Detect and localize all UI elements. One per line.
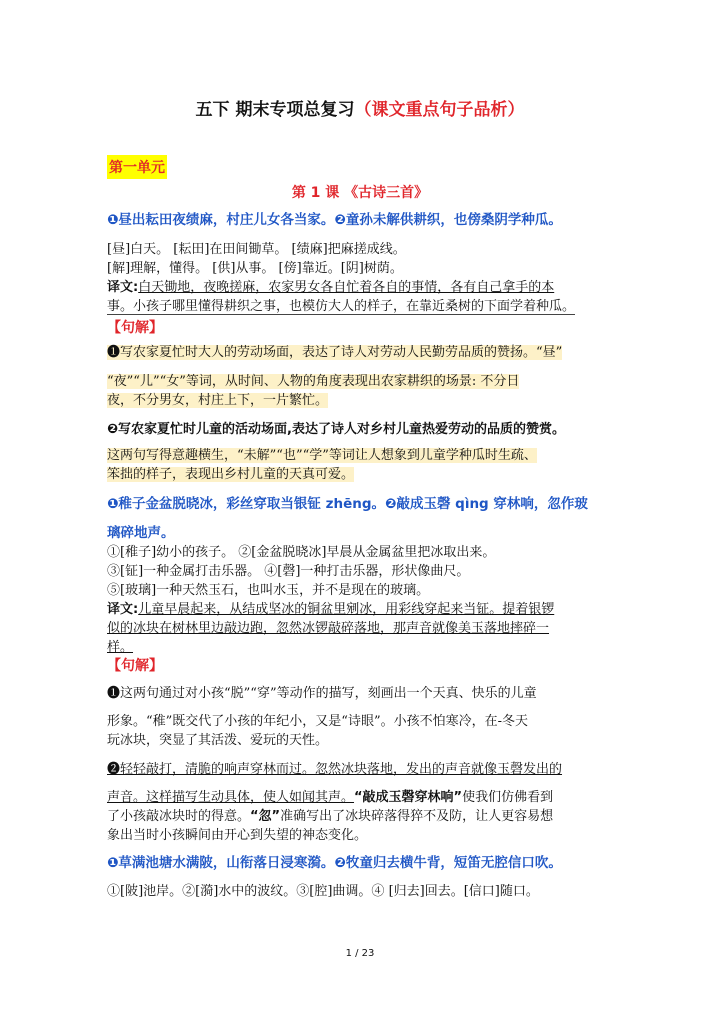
poem1-analysis bbox=[107, 391, 617, 411]
translation-text: 事。小孩子哪里懂得耕织之事，也模仿大人的样子，在靠近桑树的下面学着种瓜。 bbox=[107, 299, 576, 314]
analysis-text: 这两句写得意趣横生，“未解”“也”“学”等词让人想象到儿童学种瓜时生疏、 bbox=[107, 448, 537, 463]
poem2-note: ⑤[玻璃]一种天然玉石，也叫水玉，并不是现在的玻璃。 bbox=[107, 583, 430, 598]
poem3-heading: ❶草满池塘水满陂，山衔落日浸寒漪。❷牧童归去横牛背，短笛无腔信口吹。 bbox=[107, 855, 562, 871]
lesson-label: 第 1 课 《古诗三首》 bbox=[291, 185, 429, 201]
analysis-text: “夜”“儿”“女”等词，从时间、人物的角度表现出农家耕织的场景: 不分日 bbox=[107, 374, 520, 389]
poem1-analysis bbox=[107, 343, 617, 363]
poem1-analysis bbox=[107, 465, 617, 485]
poem2-heading: ❶稚子金盆脱晓冰，彩丝穿取当银钲 zhēng。❷敲成玉磬 qìng 穿林响，忽作玻 bbox=[107, 496, 588, 512]
title-main: 五下 期末专项总复习 bbox=[195, 100, 355, 120]
page-title bbox=[0, 95, 720, 120]
poem2-analysis: 形象。“稚”既交代了小孩的年纪小，又是“诗眼”。小孩不怕寒冷，在-冬天 bbox=[107, 714, 528, 729]
analysis-quote: “忽” bbox=[250, 809, 281, 824]
poem2-heading: 璃碎地声。 bbox=[107, 525, 175, 541]
poem2-analysis: 玩冰块，突显了其活泼、爱玩的天性。 bbox=[107, 733, 329, 748]
analysis-text: ❶写农家夏忙时大人的劳动场面，表达了诗人对劳动人民勤劳品质的赞扬。“昼” bbox=[107, 345, 563, 360]
poem1-translation bbox=[107, 278, 617, 298]
poem2-analysis: 象出当时小孩瞬间由开心到失望的神态变化。 bbox=[107, 828, 368, 843]
translation-text: 白天锄地，夜晚搓麻，农家男女各自忙着各自的事情，各有自己拿手的本 bbox=[138, 280, 555, 295]
poem3-note: ①[陂]池岸。②[漪]水中的波纹。③[腔]曲调。④ [归去]回去。[信口]随口。 bbox=[107, 884, 539, 899]
analysis-text: 夜，不分男女，村庄上下，一片繁忙。 bbox=[107, 393, 329, 408]
poem2-translation bbox=[107, 638, 617, 658]
translation-label: 译文: bbox=[107, 602, 139, 617]
poem1-analysis bbox=[107, 446, 617, 466]
analysis-quote: “敲成玉磬穿林响” bbox=[354, 790, 463, 805]
poem1-analysis bbox=[107, 372, 617, 392]
analysis-text: 声音。这样描写生动具体，使人如闻其声。 bbox=[107, 790, 355, 805]
poem2-note: ①[稚子]幼小的孩子。 ②[金盆脱晓冰]早晨从金属盆里把冰取出来。 bbox=[107, 545, 496, 560]
analysis-label: 【句解】 bbox=[107, 320, 163, 336]
page-number: 1 / 23 bbox=[345, 948, 375, 959]
poem2-analysis bbox=[107, 788, 617, 808]
translation-text: 似的冰块在树林里边敲边跑，忽然冰锣敲碎落地，那声音就像美玉落地摔碎一 bbox=[107, 621, 550, 636]
poem2-translation bbox=[107, 600, 617, 620]
translation-label: 译文: bbox=[107, 280, 139, 295]
poem2-analysis bbox=[107, 760, 617, 780]
analysis-text: 使我们仿佛看到 bbox=[462, 790, 554, 805]
poem1-note: [昼]白天。 [耘田]在田间锄草。 [绩麻]把麻搓成线。 bbox=[107, 242, 406, 257]
analysis-text: 笨拙的样子，表现出乡村儿童的天真可爱。 bbox=[107, 467, 355, 482]
poem1-translation bbox=[107, 297, 617, 317]
poem1-heading: ❶昼出耘田夜绩麻，村庄儿女各当家。❷童孙未解供耕织，也傍桑阴学种瓜。 bbox=[107, 212, 562, 228]
poem2-note: ③[钲]一种金属打击乐器。 ④[磬]一种打击乐器，形状像曲尺。 bbox=[107, 564, 470, 579]
poem2-analysis bbox=[107, 807, 617, 827]
poem2-analysis: ❶这两句通过对小孩“脱”“穿”等动作的描写，刻画出一个天真、快乐的儿童 bbox=[107, 686, 537, 701]
analysis-text: ❷轻轻敲打，清脆的响声穿林而过。忽然冰块落地，发出的声音就像玉磬发出的 bbox=[107, 762, 563, 777]
poem2-translation bbox=[107, 619, 617, 639]
unit-label: 第一单元 bbox=[107, 155, 167, 179]
translation-text: 样。 bbox=[107, 640, 134, 655]
poem1-note: [解]理解，懂得。 [供]从事。 [傍]靠近。[阴]树荫。 bbox=[107, 261, 403, 276]
title-sub: （课文重点句子品析） bbox=[354, 100, 525, 120]
poem1-analysis: ❷写农家夏忙时儿童的活动场面,表达了诗人对乡村儿童热爱劳动的品质的赞赏。 bbox=[107, 422, 565, 437]
analysis-text: 了小孩敲冰块时的得意。 bbox=[107, 809, 251, 824]
analysis-label: 【句解】 bbox=[107, 658, 163, 674]
translation-text: 儿童早晨起来，从结成坚冰的铜盆里剜冰，用彩线穿起来当钲。提着银锣 bbox=[138, 602, 555, 617]
analysis-text: 准确写出了冰块碎落得猝不及防，让人更容易想 bbox=[280, 809, 554, 824]
